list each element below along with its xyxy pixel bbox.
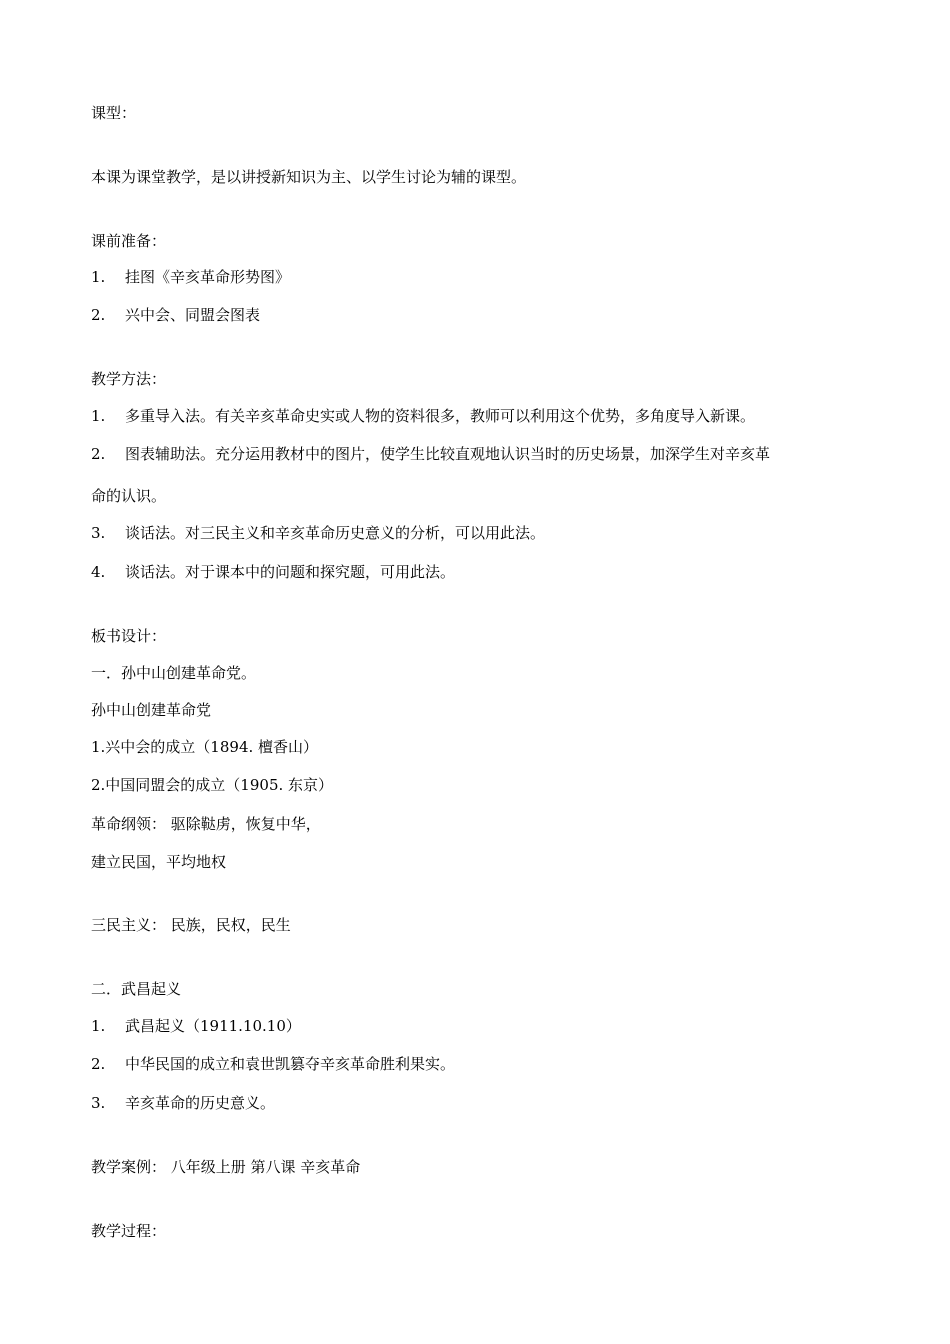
methods-item-4: [91, 562, 455, 582]
board-section2-title: 二．武昌起义: [91, 980, 182, 998]
lesson-type-heading: 课型：: [91, 104, 137, 122]
list-text: 兴中会、同盟会图表: [125, 306, 261, 324]
board-section1-item1: 1.兴中会的成立（1894. 檀香山）: [91, 738, 319, 756]
methods-item-1: [91, 406, 755, 426]
list-number: 3.: [91, 1094, 106, 1112]
methods-item-2-continuation: 命的认识。: [91, 487, 167, 505]
board-section2-item1: [91, 1016, 301, 1036]
board-section2-item2: [91, 1054, 455, 1074]
list-text: 图表辅助法。充分运用教材中的图片，使学生比较直观地认识当时的历史场景，加深学生对辛亥革: [125, 445, 771, 463]
list-number: 1.: [91, 407, 106, 425]
preparation-heading: 课前准备：: [91, 232, 167, 250]
board-three-principles: 三民主义： 民族，民权，民生: [91, 916, 291, 934]
board-program-line1: 革命纲领： 驱除鞑虏，恢复中华，: [91, 815, 321, 833]
process-heading: 教学过程：: [91, 1222, 167, 1240]
list-number: 1.: [91, 268, 106, 286]
list-text: 中华民国的成立和袁世凯篡夺辛亥革命胜利果实。: [125, 1055, 456, 1073]
list-text: 多重导入法。有关辛亥革命史实或人物的资料很多，教师可以利用这个优势，多角度导入新课。: [125, 407, 756, 425]
methods-item-3: [91, 523, 545, 543]
board-section1-title: 一．孙中山创建革命党。: [91, 664, 257, 682]
preparation-item-1: [91, 267, 290, 287]
list-number: 1.: [91, 1017, 106, 1035]
preparation-item-2: [91, 305, 260, 325]
list-text: 武昌起义（1911.10.10）: [125, 1017, 301, 1035]
board-program-line2: 建立民国，平均地权: [91, 853, 227, 871]
list-number: 4.: [91, 563, 106, 581]
list-text: 挂图《辛亥革命形势图》: [125, 268, 291, 286]
methods-heading: 教学方法：: [91, 370, 167, 388]
teaching-case-line: 教学案例： 八年级上册 第八课 辛亥革命: [91, 1158, 361, 1176]
board-section1-item2: 2.中国同盟会的成立（1905. 东京）: [91, 776, 334, 794]
list-number: 2.: [91, 445, 106, 463]
lesson-type-text: 本课为课堂教学，是以讲授新知识为主、以学生讨论为辅的课型。: [91, 168, 527, 186]
board-section2-item3: [91, 1093, 275, 1113]
board-section1-subtitle: 孙中山创建革命党: [91, 701, 212, 719]
methods-item-2: [91, 444, 770, 464]
list-number: 2.: [91, 1055, 106, 1073]
board-heading: 板书设计：: [91, 627, 167, 645]
list-number: 2.: [91, 306, 106, 324]
list-text: 谈话法。对于课本中的问题和探究题，可用此法。: [125, 563, 456, 581]
list-text: 谈话法。对三民主义和辛亥革命历史意义的分析，可以用此法。: [125, 524, 546, 542]
list-text: 辛亥革命的历史意义。: [125, 1094, 276, 1112]
list-number: 3.: [91, 524, 106, 542]
